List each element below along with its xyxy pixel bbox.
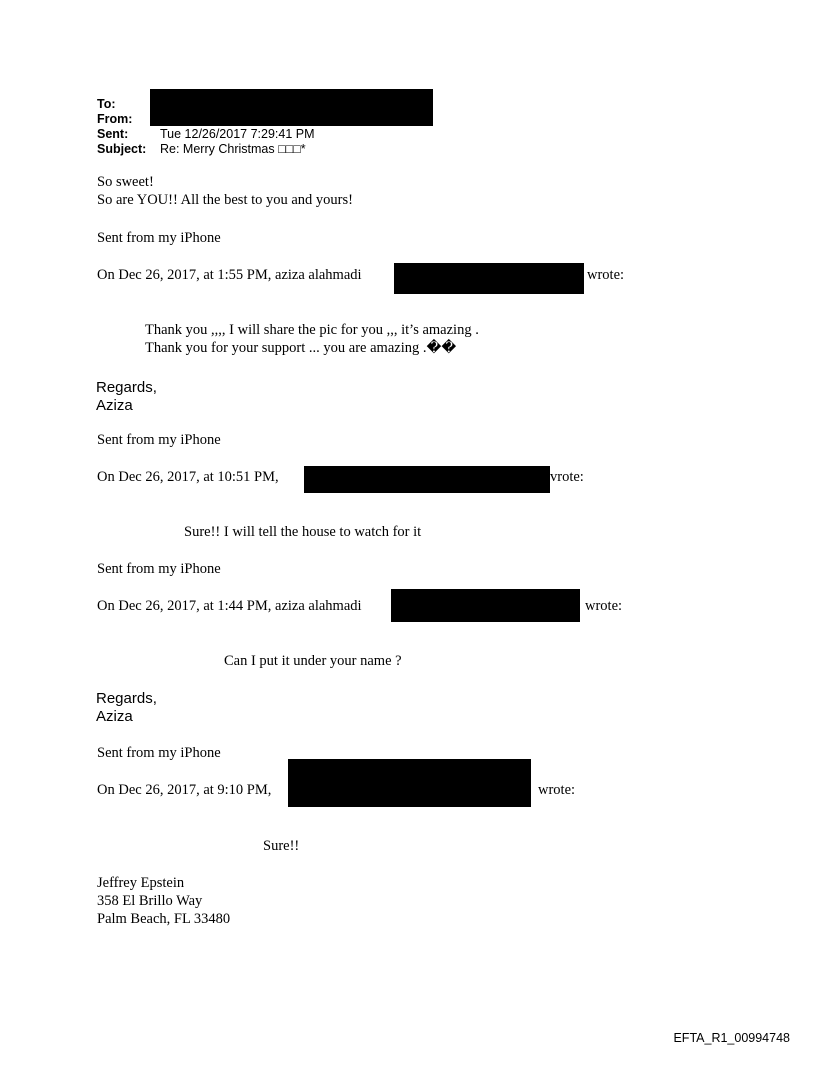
redaction-quote2-sender (304, 466, 550, 493)
redaction-header (150, 89, 433, 126)
subject-value: Re: Merry Christmas □□□* (160, 142, 306, 156)
quote3-wrote: wrote: (585, 598, 623, 614)
reply-line-1: So sweet! (97, 174, 154, 190)
sent-from-2: Sent from my iPhone (97, 432, 221, 448)
sent-value: Tue 12/26/2017 7:29:41 PM (160, 127, 315, 141)
signature-name: Jeffrey Epstein (97, 875, 185, 891)
reply-line-2: So are YOU!! All the best to you and yours! (97, 192, 353, 208)
signature-city: Palm Beach, FL 33480 (97, 911, 231, 927)
subject-label: Subject: (97, 142, 147, 156)
quote1-intro: On Dec 26, 2017, at 1:55 PM, aziza alahmadi (97, 267, 362, 283)
sent-label: Sent: (97, 127, 129, 141)
quote2-wrote: vrote: (550, 469, 584, 485)
quote3-body: Can I put it under your name ? (224, 653, 402, 669)
quote4-body: Sure!! (263, 838, 300, 854)
from-label: From: (97, 112, 133, 126)
quote1-name: Aziza (96, 397, 133, 414)
signature-street: 358 El Brillo Way (97, 893, 203, 909)
quote4-intro: On Dec 26, 2017, at 9:10 PM, (97, 782, 272, 798)
quote3-intro: On Dec 26, 2017, at 1:44 PM, aziza alahmadi (97, 598, 362, 614)
quote1-wrote: wrote: (587, 267, 625, 283)
sent-from-1: Sent from my iPhone (97, 230, 221, 246)
quote1-regards: Regards, (96, 379, 157, 396)
redaction-quote1-email (394, 263, 584, 294)
redaction-quote3-email (391, 589, 580, 622)
document-id: EFTA_R1_00994748 (673, 1031, 790, 1045)
redaction-quote4-sender (288, 759, 531, 807)
quote3-regards: Regards, (96, 690, 157, 707)
quote1-body-line-2: Thank you for your support ... you are amazing .�� (145, 340, 457, 356)
quote3-name: Aziza (96, 708, 133, 725)
to-label: To: (97, 97, 116, 111)
sent-from-4: Sent from my iPhone (97, 745, 221, 761)
sent-from-3: Sent from my iPhone (97, 561, 221, 577)
quote2-body: Sure!! I will tell the house to watch for it (184, 524, 422, 540)
quote2-intro: On Dec 26, 2017, at 10:51 PM, (97, 469, 279, 485)
quote4-wrote: wrote: (538, 782, 576, 798)
quote1-body-line-1: Thank you ,,,, I will share the pic for you ,,, it’s amazing . (145, 322, 479, 338)
